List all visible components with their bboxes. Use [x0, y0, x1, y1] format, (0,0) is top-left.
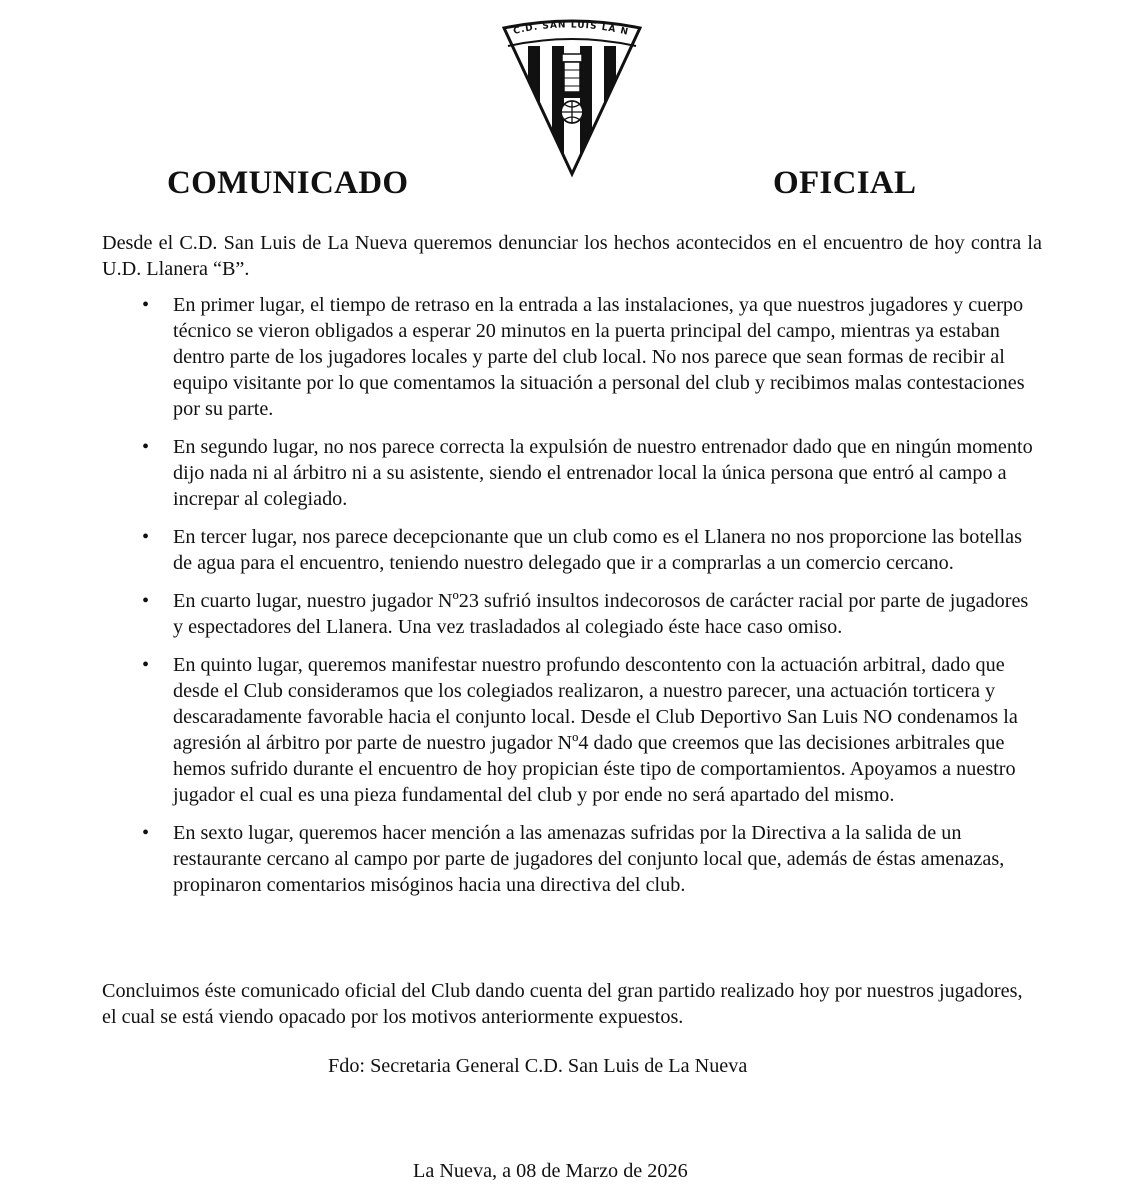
list-item [102, 652, 1042, 808]
closing-paragraph: Concluimos éste comunicado oficial del Club dando cuenta del gran partido realizado hoy por nuestros jugadores, el cual se está viendo opacado por los motivos anteriormente expuestos. [102, 980, 1023, 1028]
bullet-icon: • [142, 294, 150, 316]
list-item [102, 292, 1042, 422]
bullet-icon: • [142, 436, 150, 458]
list-item [102, 434, 1042, 512]
list-item-text: En cuarto lugar, nuestro jugador Nº23 sufrió insultos indecorosos de carácter racial por parte de jugadores y espectadores del Llanera. Una vez trasladados al colegiado éste hace caso omiso. [173, 590, 1029, 638]
list-item [102, 588, 1042, 640]
bullet-icon: • [142, 526, 150, 548]
list-item [102, 524, 1042, 576]
list-item-text: En primer lugar, el tiempo de retraso en la entrada a las instalaciones, ya que nuestros jugadores y cuerpo técnico se vieron obligados a esperar 20 minutos en la puerta principal del campo, mientras ya estaban dentro parte de los jugadores locales y parte del club local. No nos parece que sean formas de recibir al equipo visitante por lo que comentamos la situación a personal del club y recibimos malas contestaciones por su parte. [173, 294, 1025, 420]
heading-oficial: OFICIAL [773, 165, 917, 201]
heading-comunicado: COMUNICADO [167, 165, 409, 201]
club-crest-logo [500, 10, 644, 178]
intro-paragraph: Desde el C.D. San Luis de La Nueva queremos denunciar los hechos acontecidos en el encuentro de hoy contra la U.D. Llanera “B”. [102, 232, 1042, 280]
bullet-icon: • [142, 822, 150, 844]
list-item-text: En quinto lugar, queremos manifestar nuestro profundo descontento con la actuación arbitral, dado que desde el Club consideramos que los colegiados realizaron, a nuestro parecer, una actuación torticera y descaradamente favorable hacia el conjunto local. Desde el Club Deportivo San Luis NO condenamos la agresión al árbitro por parte de nuestro jugador Nº4 dado que creemos que las decisiones arbitrales que hemos sufrido durante el encuentro de hoy propician éste tipo de comportamientos. Apoyamos a nuestro jugador el cual es una pieza fundamental del club y por ende no será apartado del mismo. [173, 654, 1018, 806]
list-item-text: En segundo lugar, no nos parece correcta la expulsión de nuestro entrenador dado que en ningún momento dijo nada ni al árbitro ni a su asistente, siendo el entrenador local la única persona que entró al campo a increpar al colegiado. [173, 436, 1033, 510]
bullet-icon: • [142, 654, 150, 676]
dateline: La Nueva, a 08 de Marzo de 2026 [413, 1160, 688, 1182]
list-item [102, 820, 1042, 898]
bullet-icon: • [142, 590, 150, 612]
club-crest [500, 10, 644, 178]
list-item-text: En sexto lugar, queremos hacer mención a las amenazas sufridas por la Directiva a la salida de un restaurante cercano al campo por parte de jugadores del conjunto local que, además de éstas amenazas, propinaron comentarios misóginos hacia una directiva del club. [173, 822, 1005, 896]
signature: Fdo: Secretaria General C.D. San Luis de La Nueva [328, 1055, 748, 1077]
list-item-text: En tercer lugar, nos parece decepcionante que un club como es el Llanera no nos proporcione las botellas de agua para el encuentro, teniendo nuestro delegado que ir a comprarlas a un comercio cercano. [173, 526, 1022, 574]
crest-lettering: C.D. SAN LUIS LA N [512, 20, 630, 38]
points-list [102, 292, 1042, 910]
